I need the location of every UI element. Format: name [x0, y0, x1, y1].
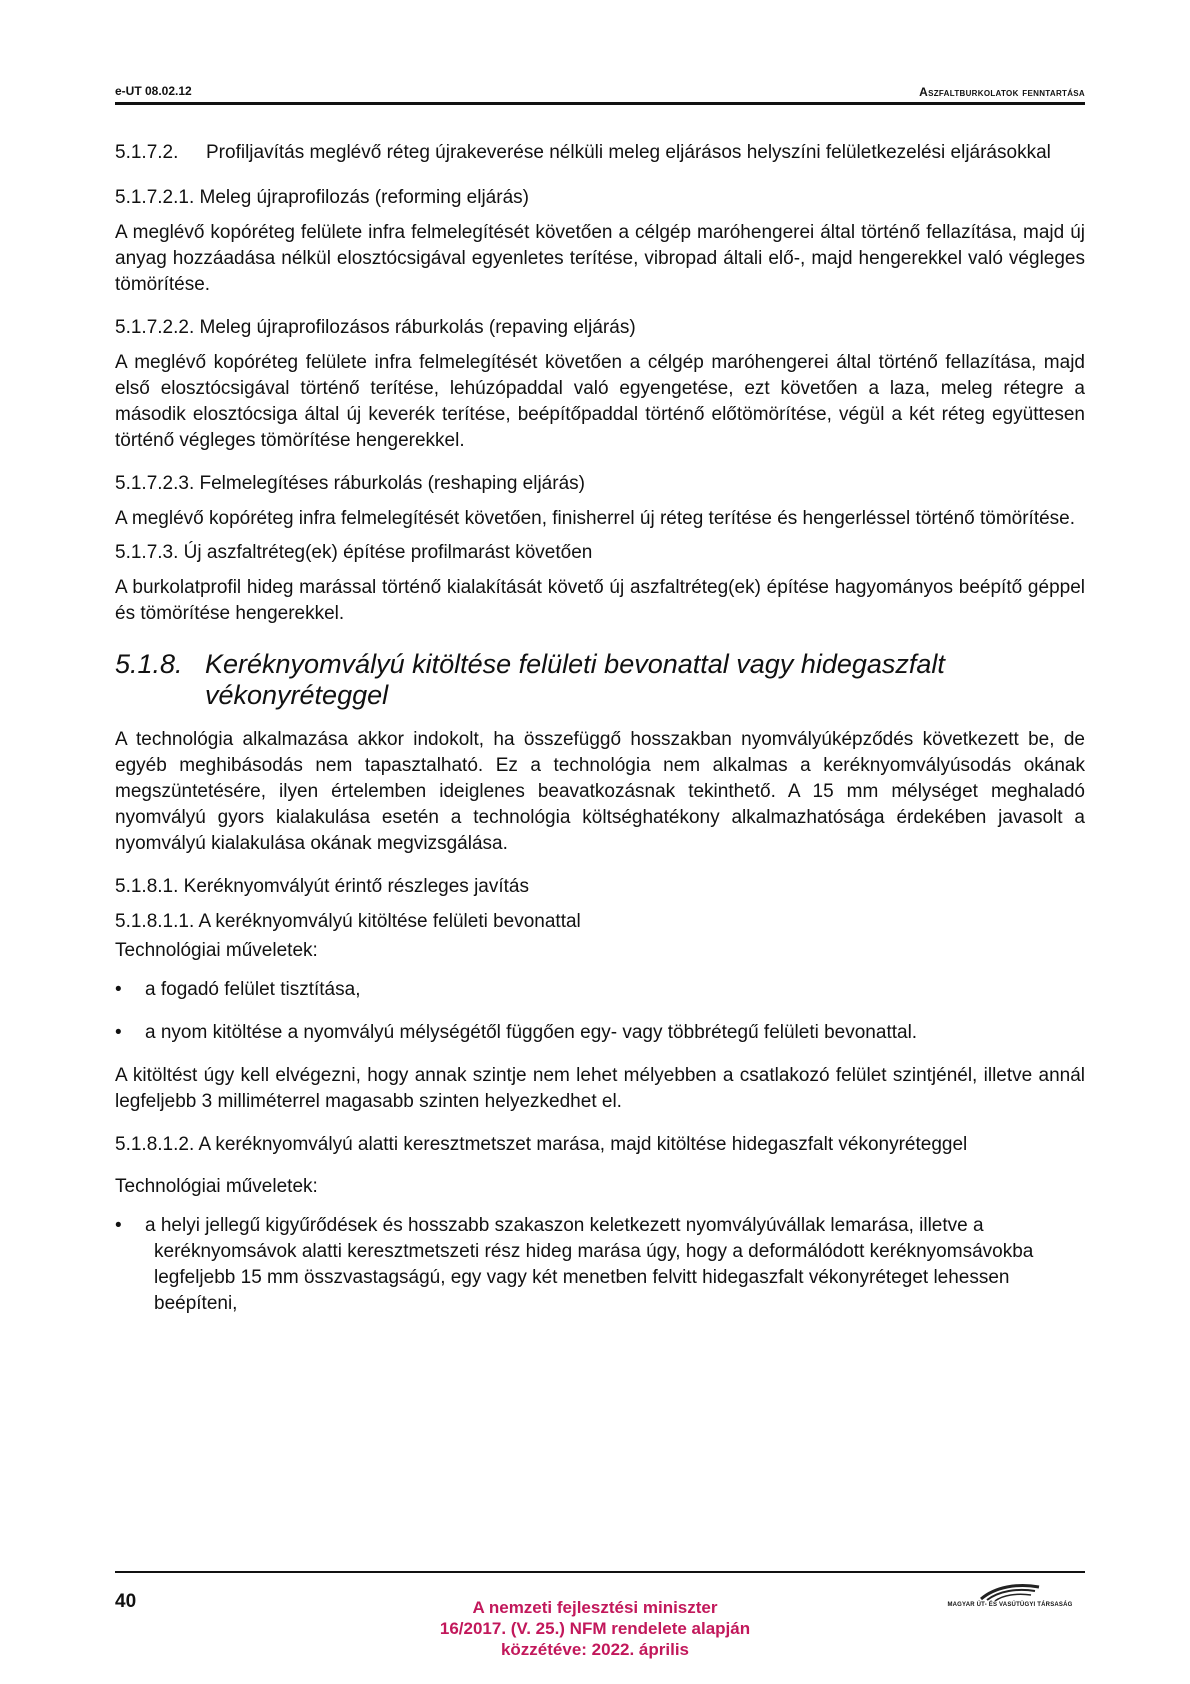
document-code: e-UT 08.02.12	[115, 84, 192, 98]
publication-note-line: 16/2017. (V. 25.) NFM rendelete alapján	[439, 1619, 751, 1638]
heading-title: Profiljavítás meglévő réteg újrakeverése nélküli meleg eljárásos helyszíni felületkezelési eljárásokkal	[206, 142, 1051, 163]
footer-divider	[115, 1571, 1085, 1573]
heading-5-1-7-2-1: 5.1.7.2.1. Meleg újraprofilozás (reforming eljárás)	[115, 187, 529, 208]
heading-5-1-8	[115, 649, 1085, 711]
operations-label: Technológiai műveletek:	[115, 1176, 318, 1197]
paragraph-rut-filling-intro: A technológia alkalmazása akkor indokolt, ha összefüggő hosszakban nyomvályúképződés következett be, de egyéb meghibásodás nem tapasztalható. Ez a technológia nem alkalmas a keréknyomvályúsodás okának megszüntetésére, ilyen értelemben ideiglenes beavatkozásnak tekinthető. A 15 mm mélységet meghaladó nyomvályú gyors kialakulása esetén a technológia költséghatékony alkalmazhatósága érdekében javasolt a nyomvályú kialakulása okának megvizsgálása.	[115, 729, 1085, 854]
heading-5-1-7-2	[115, 140, 1085, 165]
operations-list	[115, 977, 1085, 1046]
paragraph-filling-level: A kitöltést úgy kell elvégezni, hogy annak szintje nem lehet mélyebben a csatlakozó felület szintjénél, illetve annál legfeljebb 3 milliméterrel magasabb szinten helyezkedhet el.	[115, 1065, 1085, 1112]
heading-5-1-8-1-2: 5.1.8.1.2. A keréknyomvályú alatti keresztmetszet marása, majd kitöltése hidegaszfalt vékonyréteggel	[115, 1134, 968, 1155]
road-society-logo-icon	[973, 1583, 1043, 1601]
paragraph-repaving: A meglévő kopóréteg felülete infra felmelegítését követően a célgép maróhengerei által történő fellazítása, majd első elosztócsigával történő terítése, lehúzópaddal való egyengetése, ezt követően a laza, meleg rétegre a második elosztócsiga által új keverék terítése, beépítőpaddal történő előtömörítése, végül a két réteg együttesen történő végleges tömörítése hengerekkel.	[115, 352, 1085, 451]
list-item-text: a fogadó felület tisztítása,	[145, 979, 361, 1000]
list-item	[115, 1213, 1085, 1317]
logo-text: MAGYAR ÚT- ÉS VASÚTÜGYI TÁRSASÁG	[947, 1602, 1073, 1608]
running-title: Aszfaltburkolatok fenntartása	[919, 85, 1085, 99]
bullet-icon: •	[115, 1215, 122, 1236]
heading-number: 5.1.7.2.	[115, 142, 179, 163]
bullet-icon: •	[115, 1022, 122, 1043]
page-header	[115, 84, 1085, 105]
heading-number: 5.1.8.	[115, 649, 183, 679]
list-item	[115, 977, 1085, 1003]
heading-title: Keréknyomvályú kitöltése felületi bevonattal vagy hidegaszfalt vékonyréteggel	[205, 649, 945, 710]
heading-5-1-8-1-1: 5.1.8.1.1. A keréknyomvályú kitöltése felületi bevonattal	[115, 911, 581, 932]
society-logo	[935, 1583, 1085, 1613]
operations-list	[115, 1213, 1085, 1317]
heading-5-1-7-2-3: 5.1.7.2.3. Felmelegítéses ráburkolás (reshaping eljárás)	[115, 473, 585, 494]
heading-5-1-7-2-2: 5.1.7.2.2. Meleg újraprofilozásos ráburkolás (repaving eljárás)	[115, 317, 636, 338]
heading-5-1-7-3: 5.1.7.3. Új aszfaltréteg(ek) építése profilmarást követően	[115, 542, 593, 563]
paragraph-reshaping: A meglévő kopóréteg infra felmelegítését követően, finisherrel új réteg terítése és hengerléssel történő tömörítése.	[115, 508, 1076, 529]
publication-note-line: közzétéve: 2022. április	[500, 1640, 690, 1659]
publication-note	[345, 1597, 845, 1660]
operations-label: Technológiai műveletek:	[115, 940, 318, 961]
paragraph-reforming: A meglévő kopóréteg felülete infra felmelegítését követően a célgép maróhengerei által történő fellazítása, majd új anyag hozzáadása nélkül elosztócsigával egyenletes terítése, vibropad általi elő-, majd hengerekkel való végleges tömörítése.	[115, 222, 1085, 295]
page-number: 40	[115, 1591, 137, 1612]
page-content	[115, 140, 1085, 1334]
list-item	[115, 1020, 1085, 1046]
publication-note-line: A nemzeti fejlesztési miniszter	[472, 1598, 718, 1617]
bullet-icon: •	[115, 979, 122, 1000]
heading-5-1-8-1: 5.1.8.1. Keréknyomvályút érintő részleges javítás	[115, 876, 529, 897]
list-item-text: a helyi jellegű kigyűrődések és hosszabb szakaszon keletkezett nyomvályúvállak lemarása, illetve a keréknyomsávok alatti keresztmetszeti rész hideg marása úgy, hogy a deformálódott keréknyomsávokba legfeljebb 15 mm összvastagságú, egy vagy két menetben felvitt hidegaszfalt vékonyréteget lehessen beépíteni,	[145, 1215, 1034, 1314]
list-item-text: a nyom kitöltése a nyomvályú mélységétől függően egy- vagy többrétegű felületi bevonattal.	[145, 1022, 918, 1043]
paragraph-new-layers: A burkolatprofil hideg marással történő kialakítását követő új aszfaltréteg(ek) építése hagyományos beépítő géppel és tömörítése hengerekkel.	[115, 577, 1085, 624]
